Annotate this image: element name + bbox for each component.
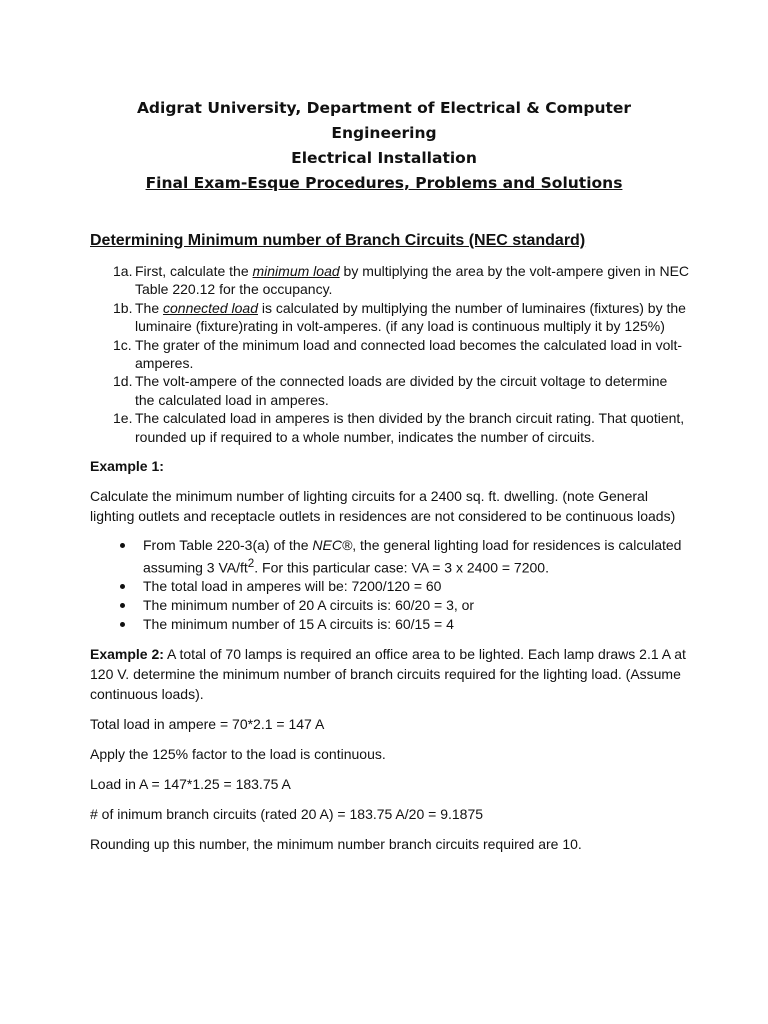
header-subtitle: Final Exam-Esque Procedures, Problems and Solutions — [145, 174, 623, 192]
bullet-icon — [120, 584, 125, 589]
bullet-text: The minimum number of 20 A circuits is: 60/20 = 3, or — [143, 597, 475, 614]
step-1e — [90, 409, 690, 446]
step-text: The calculated load in amperes is then divided by the branch circuit rating. That quotient, rounded up if required to a whole number, indicates the number of circuits. — [135, 410, 685, 445]
step-1d — [90, 372, 690, 409]
step-1b — [90, 299, 690, 336]
step-text: The grater of the minimum load and connected load becomes the calculated load in volt-amperes. — [135, 336, 683, 372]
example-1-problem: Calculate the minimum number of lighting circuits for a 2400 sq. ft. dwelling. (note General lighting outlets and receptacle outlets in residences are not considered to be continuous loads) — [90, 488, 676, 525]
step-number: 1a. — [113, 263, 133, 279]
term-minimum-load: minimum load — [252, 263, 340, 279]
calc-factor-note: Apply the 125% factor to the load is continuous. — [90, 745, 386, 762]
example-2-problem — [90, 644, 690, 704]
bullet-text: , the general lighting load for residences is calculated assuming 3 VA/ft — [143, 537, 682, 576]
step-number: 1b. — [113, 299, 133, 316]
step-1a — [90, 262, 690, 299]
bullet-text: . For this particular case: VA = 3 x 2400 = 7200. — [254, 559, 549, 576]
step-number: 1c. — [113, 336, 132, 353]
document-body — [90, 230, 690, 864]
solution-bullet — [90, 596, 690, 615]
nec-reference: NEC® — [312, 537, 353, 554]
calc-load-amps: Load in A = 147*1.25 = 183.75 A — [90, 775, 291, 792]
step-text: The volt-ampere of the connected loads are divided by the circuit voltage to determine the calculated load in amperes. — [135, 373, 668, 408]
example-2-label: Example 2: — [90, 645, 164, 662]
header-university-line: Adigrat University, Department of Electrical & Computer — [136, 99, 632, 117]
step-1c — [90, 336, 690, 373]
solution-bullet — [90, 577, 690, 596]
bullet-icon — [120, 543, 125, 548]
bullet-text: The total load in amperes will be: 7200/120 = 60 — [143, 578, 442, 595]
step-text: First, calculate the — [135, 263, 253, 279]
term-connected-load: connected load — [163, 299, 258, 316]
bullet-text: From Table 220-3(a) of the — [143, 537, 313, 554]
calc-total-load: Total load in ampere = 70*2.1 = 147 A — [90, 715, 325, 732]
document-header — [0, 96, 768, 196]
example-1-solution-list — [90, 536, 690, 634]
solution-bullet — [90, 536, 690, 577]
example-1-label: Example 1: — [90, 458, 164, 475]
section-heading: Determining Minimum number of Branch Circuits (NEC standard) — [90, 232, 586, 249]
superscript: 2 — [247, 556, 255, 570]
bullet-icon — [120, 622, 125, 627]
header-department-line: Engineering — [331, 124, 437, 142]
step-text: is calculated by multiplying the number of luminaires (fixtures) by the luminaire (fixture)rating in volt-amperes. (if any load is continuous multiply it by 125%) — [135, 299, 686, 335]
bullet-icon — [120, 603, 125, 608]
calc-conclusion: Rounding up this number, the minimum number branch circuits required are 10. — [90, 835, 582, 852]
step-text: by multiplying the area by the volt-ampere given in NEC Table 220.12 for the occupancy. — [135, 263, 690, 298]
solution-bullet — [90, 615, 690, 634]
example-2-text: A total of 70 lamps is required an office area to be lighted. Each lamp draws 2.1 A at 120 V. determine the minimum number of branch circuits required for the lighting load. (Assume continuous loads). — [90, 645, 686, 702]
step-text: The — [135, 299, 164, 316]
procedure-steps — [90, 262, 690, 446]
header-course-title: Electrical Installation — [291, 149, 477, 167]
step-number: 1e. — [113, 410, 133, 427]
step-number: 1d. — [113, 373, 133, 390]
bullet-text: The minimum number of 15 A circuits is: 60/15 = 4 — [143, 615, 454, 632]
calc-branch-circuits: # of inimum branch circuits (rated 20 A) = 183.75 A/20 = 9.1875 — [90, 805, 484, 822]
